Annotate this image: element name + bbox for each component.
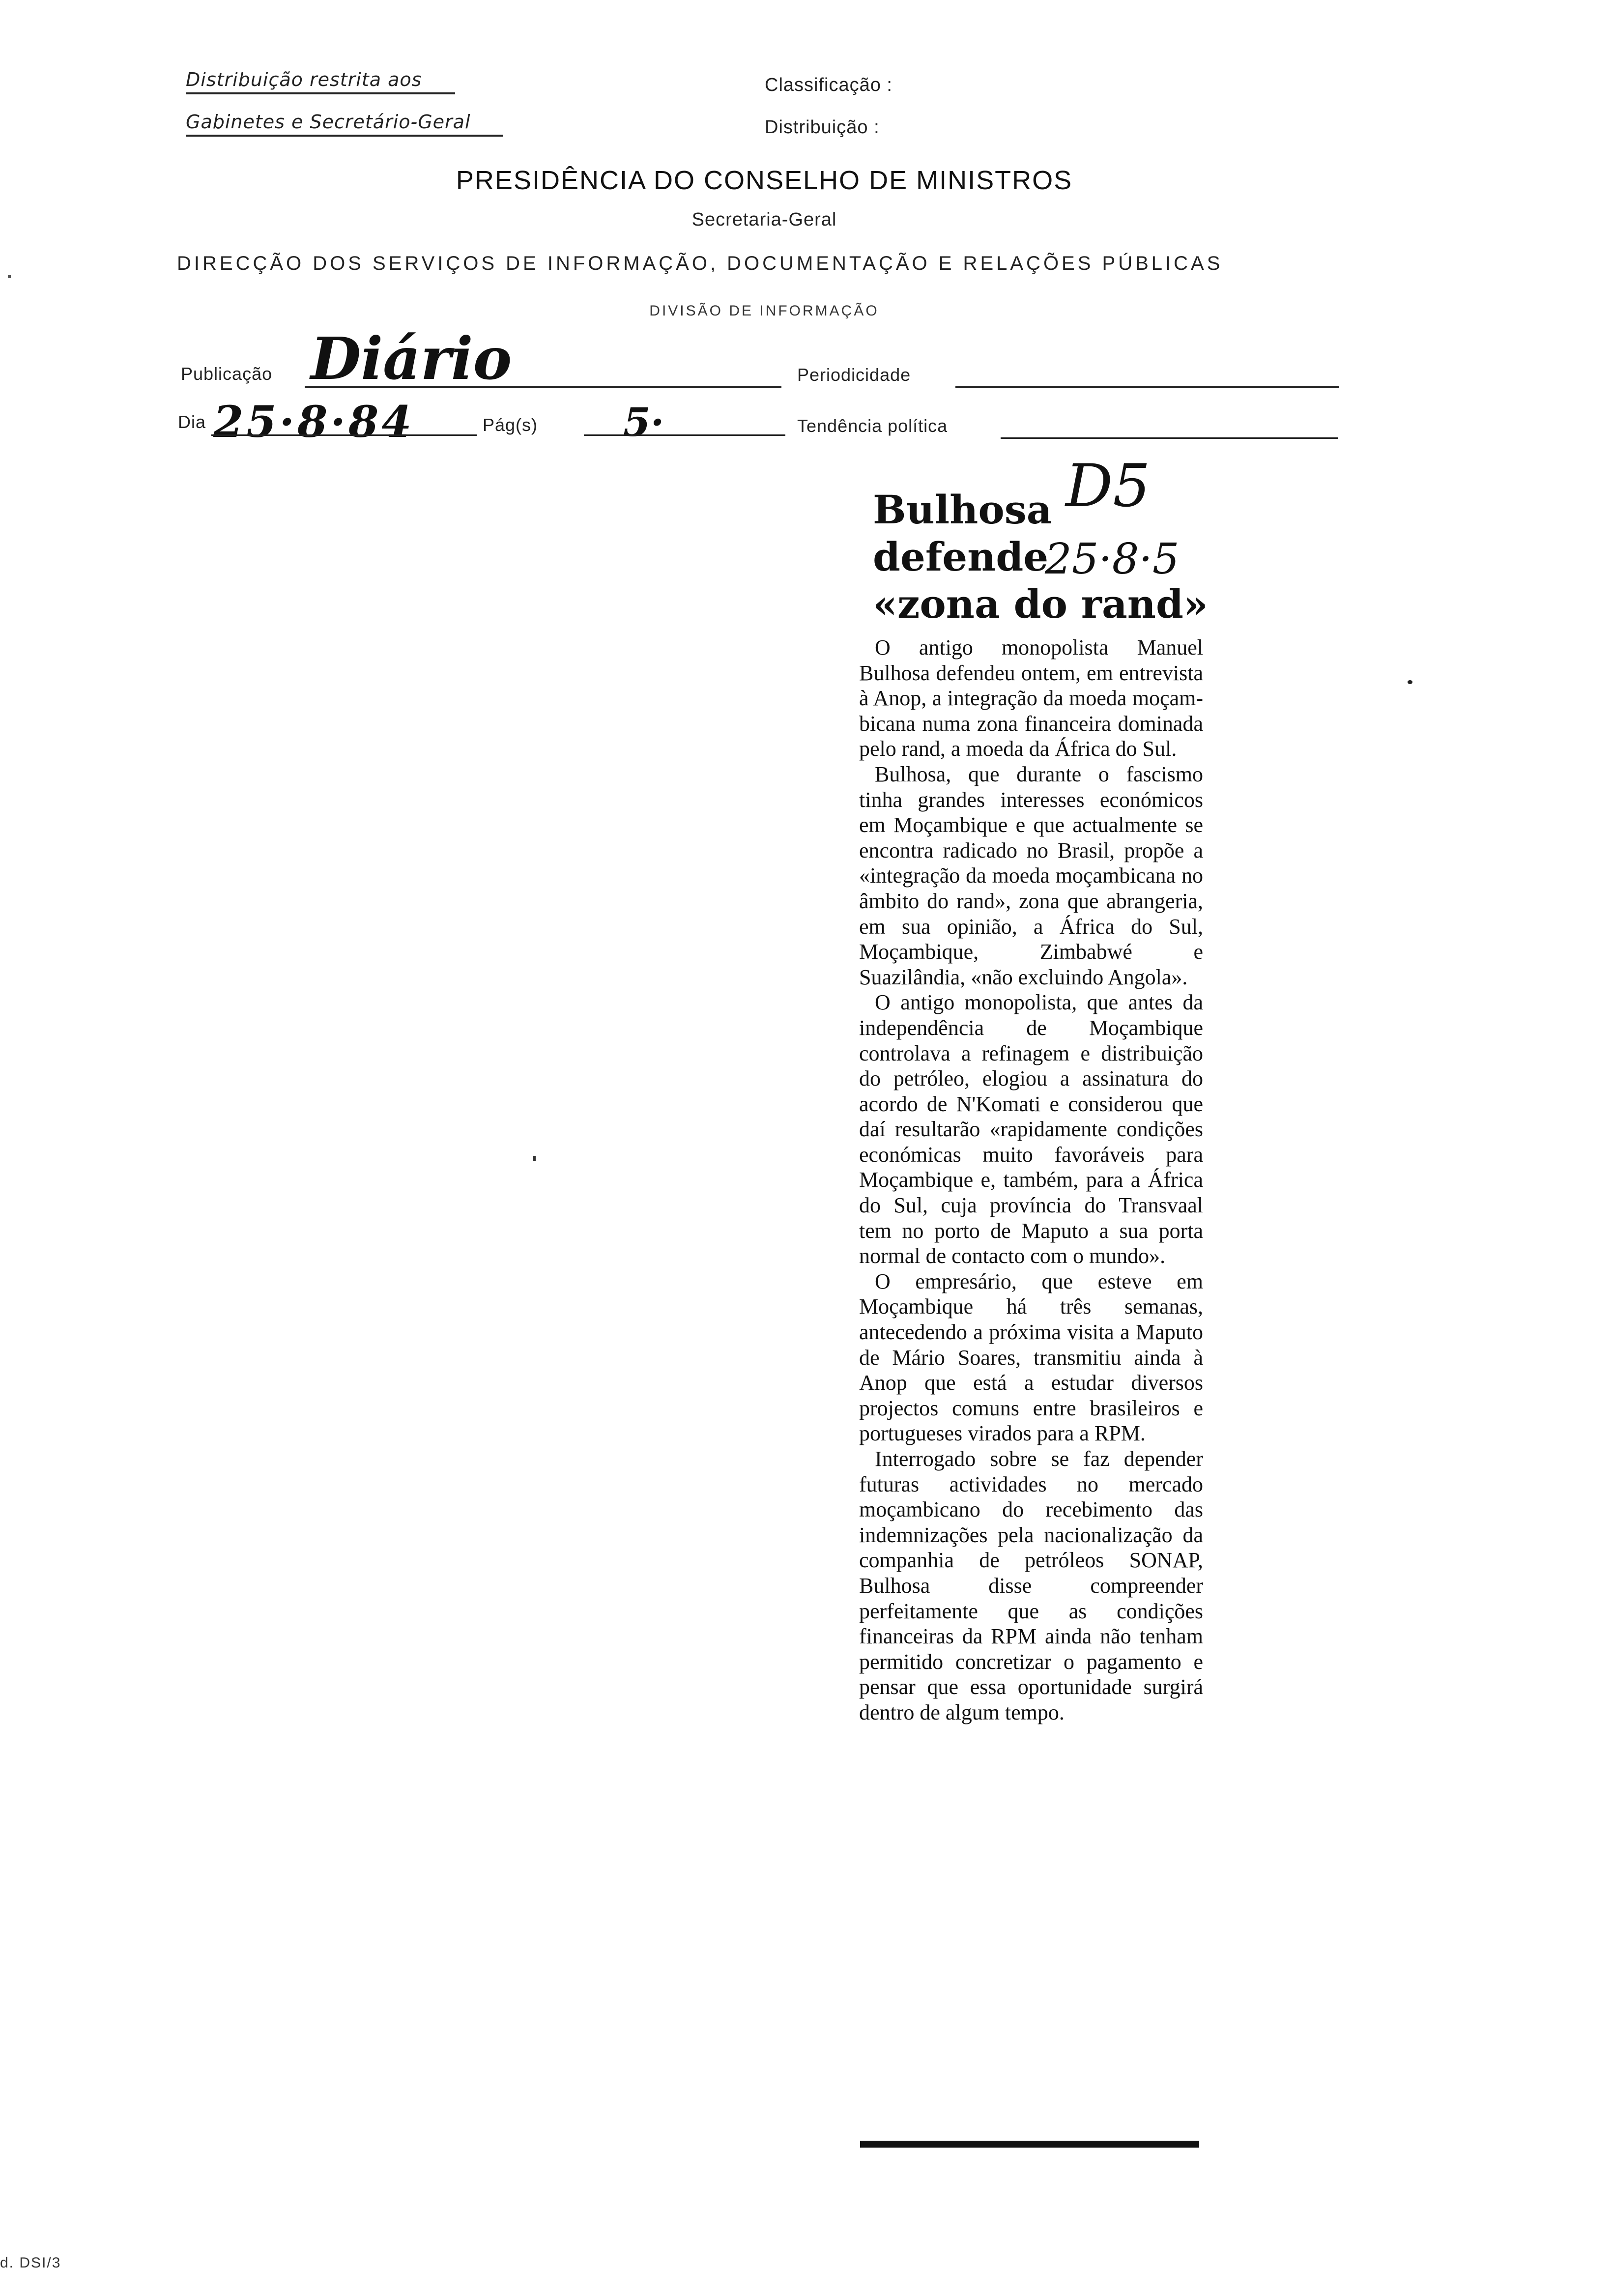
publication-line xyxy=(305,386,781,388)
agency-sub: Secretaria-Geral xyxy=(691,209,837,230)
day-line xyxy=(211,434,477,436)
restricted-distribution-line1: Distribuição restrita aos xyxy=(186,69,455,94)
day-label: Dia xyxy=(178,412,206,432)
day-value: 25·8·84 xyxy=(213,396,415,447)
agency-block xyxy=(0,165,1612,196)
distribution-label: Distribuição : xyxy=(765,117,880,138)
pages-value: 5· xyxy=(623,399,664,445)
restricted-distribution-line2: Gabinetes e Secretário-Geral xyxy=(186,111,503,137)
scan-speck xyxy=(533,1156,536,1161)
article-paragraph: Interrogado sobre se faz depender futuras actividades no mercado moçambicano do recebimento das indemnizações pela nacionalização da companhia de petróleos SONAP, Bulhosa disse compreender perfeitamente que as condições financeiras da RPM ainda não tenham permitido concretizar o pagamento e pensar que essa oportunidade surgirá dentro de algum tempo. xyxy=(859,1447,1203,1724)
article-end-rule xyxy=(860,2141,1199,2148)
form-code: d. DSI/3 xyxy=(0,2255,61,2271)
article-paragraph: O empresário, que esteve em Moçambique há três semanas, antecedendo a próxima visita a Maputo de Mário Soares, transmitiu ainda à Anop que está a estudar diversos projectos comuns entre brasileiros e portugueses virados para a RPM. xyxy=(859,1269,1203,1446)
division-title: DIVISÃO DE INFORMAÇÃO xyxy=(649,303,879,319)
annotation-top: D5 xyxy=(1065,452,1151,520)
headline-line3: «zona do rand» xyxy=(873,581,1208,627)
pages-label: Pág(s) xyxy=(483,415,538,435)
article-paragraph: O antigo monopolista, que antes da independência de Moçambique controlava a refinagem e distribuição do petróleo, elogiou a assinatura do acordo de N'Komati e considerou que daí resultarão «rapidamente condições económicas muito favoráveis para Moçambique e, também, para a África do Sul, cuja província do Transvaal tem no porto de Maputo a sua porta normal de contacto com o mundo». xyxy=(859,990,1203,1268)
pages-line xyxy=(584,434,785,436)
publication-value: Diário xyxy=(311,324,512,393)
agency-name: PRESIDÊNCIA DO CONSELHO DE MINISTROS xyxy=(456,166,1073,195)
annotation-side: 25·8·5 xyxy=(1045,535,1180,584)
classification-label: Classificação : xyxy=(765,75,892,95)
periodicity-line xyxy=(955,386,1339,388)
article-body xyxy=(859,635,1203,1725)
tendency-label: Tendência política xyxy=(797,416,948,436)
headline-line2: defende xyxy=(873,534,1049,580)
scan-speck xyxy=(8,275,11,278)
headline-line1: Bulhosa xyxy=(873,487,1052,533)
directorate-title: DIRECÇÃO DOS SERVIÇOS DE INFORMAÇÃO, DOCUMENTAÇÃO E RELAÇÕES PÚBLICAS xyxy=(177,253,1223,274)
scan-speck xyxy=(1408,680,1412,684)
publication-label: Publicação xyxy=(181,364,273,384)
article-paragraph: Bulhosa, que durante o fascismo tinha grandes interesses económicos em Moçambique e que actualmente se encontra radicado no Brasil, propõe a «integração da moeda moçambicana no âmbito do rand», zona que abrangeria, em sua opinião, a África do Sul, Moçambique, Zimbabwé e Suazilândia, «não excluindo Angola». xyxy=(859,762,1203,989)
periodicity-label: Periodicidade xyxy=(797,365,911,385)
tendency-line xyxy=(1001,437,1338,439)
article-paragraph: O antigo monopolista Manuel Bulhosa defendeu ontem, em entrevista à Anop, a integração da moeda moçambicana numa zona financeira dominada pelo rand, a moeda da África do Sul. xyxy=(859,635,1203,761)
